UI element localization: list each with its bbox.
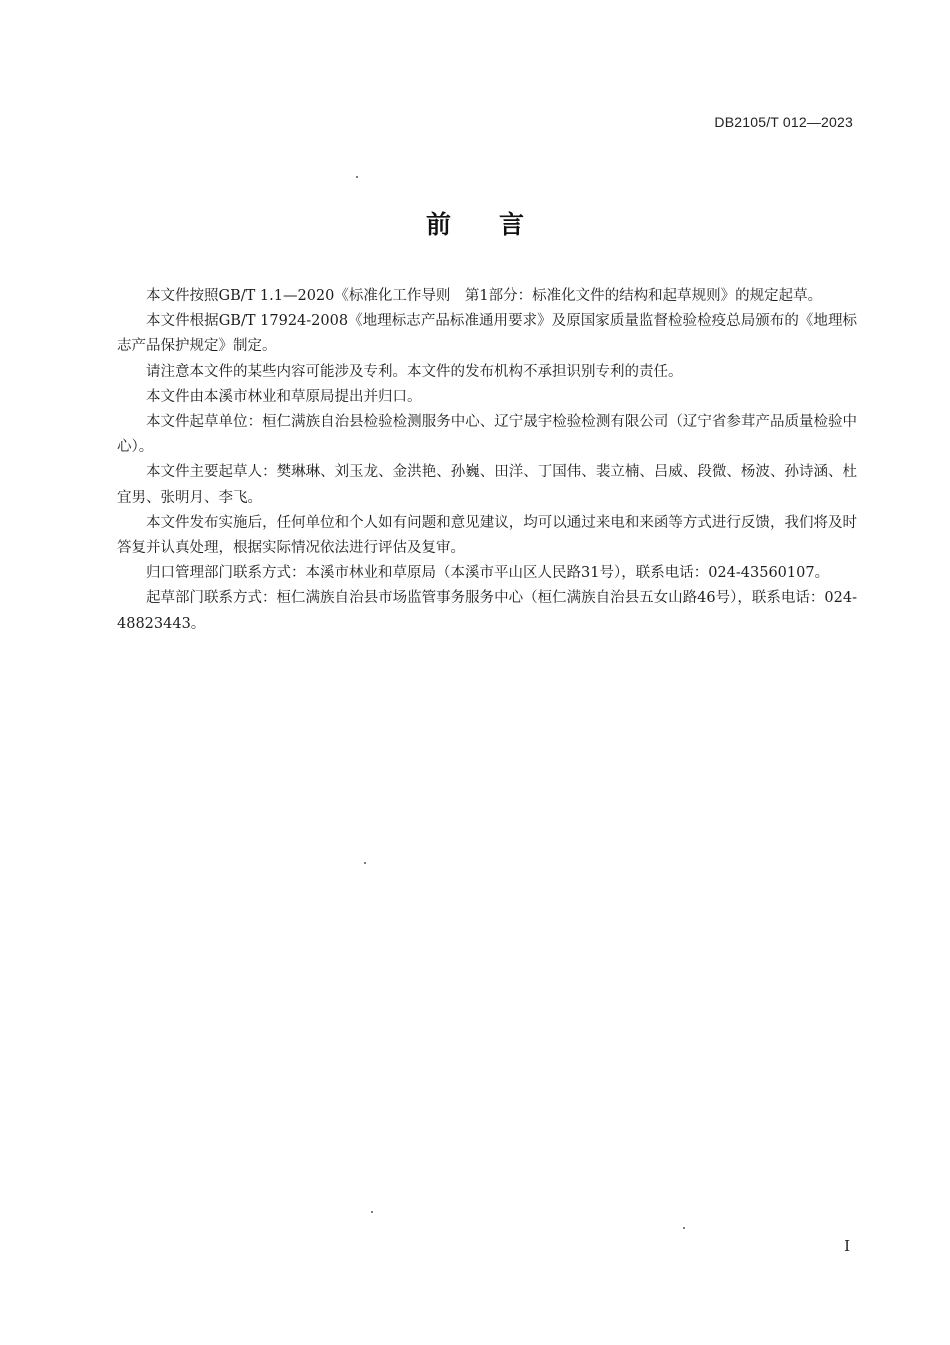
paragraph-drafting-contact: 起草部门联系方式：桓仁满族自治县市场监管事务服务中心（桓仁满族自治县五女山路46号），联系电话：024-48823443。 [117, 590, 857, 632]
paragraph-drafting-units: 本文件起草单位：桓仁满族自治县检验检测服务中心、辽宁晟宇检验检测有限公司（辽宁省参茸产品质量检验中心）。 [117, 414, 857, 456]
page-number: I [844, 1237, 850, 1255]
paragraph-management-contact: 归口管理部门联系方式：本溪市林业和草原局（本溪市平山区人民路31号），联系电话：024-43560107。 [146, 565, 830, 582]
paragraph-proposer: 本文件由本溪市林业和草原局提出并归口。 [146, 388, 422, 405]
paragraph-drafting-rules: 本文件按照GB/T 1.1—2020《标准化工作导则 第1部分：标准化文件的结构和起草规则》的规定起草。 [146, 288, 823, 304]
scan-speck [364, 862, 366, 864]
scan-speck [356, 176, 358, 178]
page-title: 前言 [425, 210, 572, 239]
scan-speck [371, 1211, 373, 1213]
document-code: DB2105/T 012—2023 [714, 114, 853, 130]
foreword-body [117, 284, 857, 637]
scan-speck [683, 1227, 685, 1229]
paragraph-basis-standards: 本文件根据GB/T 17924-2008《地理标志产品标准通用要求》及原国家质量监督检验检疫总局颁布的《地理标志产品保护规定》制定。 [117, 313, 857, 355]
paragraph-patent-notice: 请注意本文件的某些内容可能涉及专利。本文件的发布机构不承担识别专利的责任。 [146, 363, 683, 380]
paragraph-main-drafters: 本文件主要起草人：樊琳琳、刘玉龙、金洪艳、孙巍、田洋、丁国伟、裴立楠、吕威、段微、杨波、孙诗涵、杜宜男、张明月、李飞。 [117, 464, 857, 506]
paragraph-feedback: 本文件发布实施后，任何单位和个人如有问题和意见建议，均可以通过来电和来函等方式进行反馈，我们将及时答复并认真处理，根据实际情况依法进行评估及复审。 [117, 514, 857, 557]
